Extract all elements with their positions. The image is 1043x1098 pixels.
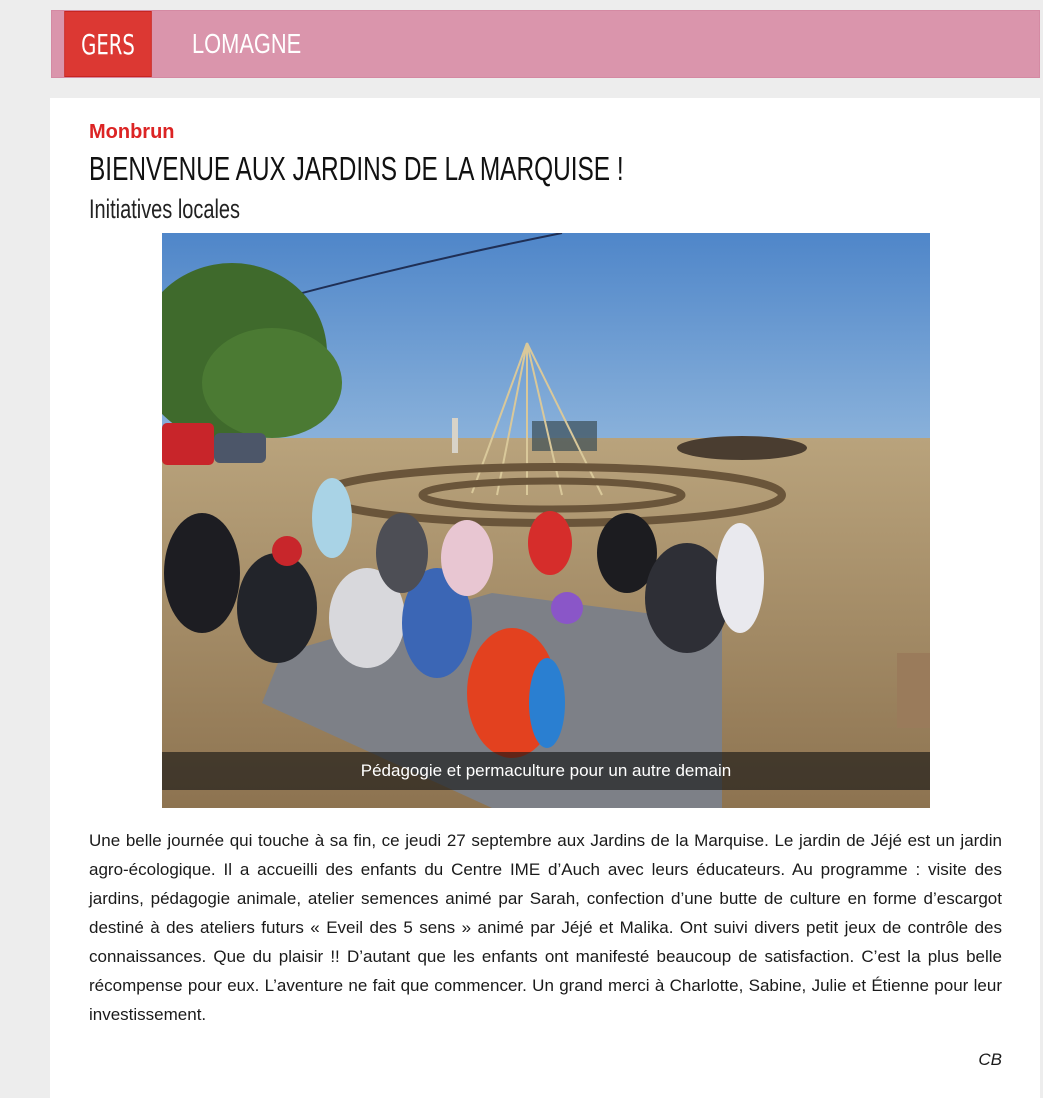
article-category: Initiatives locales [89, 194, 241, 224]
photo-caption [162, 752, 930, 790]
region-tab[interactable] [164, 11, 332, 77]
photo-caption-text: Pédagogie et permaculture pour un autre demain [360, 761, 732, 780]
department-tab[interactable] [64, 11, 151, 77]
region-label: LOMAGNE [192, 28, 302, 59]
article-body: Une belle journée qui touche à sa fin, ce jeudi 27 septembre aux Jardins de la Marquise. Le jardin de Jéjé est un jardin agro-écologique. Il a accueilli des enfants du Centre IME d’Auch avec leurs éducateurs. Au programme : visite des jardins, pédagogie animale, atelier semences animé par Sarah, confection d’une butte de culture en forme d’escargot destiné à des ateliers futurs « Eveil des 5 sens » animé par Jéjé et Malika. Ont suivi divers petit jeux de contrôle des connaissances. Que du plaisir !! D’autant que les enfants ont manifesté beaucoup de satisfaction. C’est la plus belle récompense pour eux. L’aventure ne fait que commencer. Un grand merci à Charlotte, Sabine, Julie et Étienne pour leur investissement. [89, 831, 1002, 1024]
article-card [50, 98, 1040, 1098]
article-locality: Monbrun [89, 121, 175, 143]
article-photo[interactable] [162, 233, 930, 808]
photo-illustration [162, 233, 930, 808]
article-author: CB [978, 1050, 1002, 1069]
region-header [51, 10, 1040, 78]
article-title: BIENVENUE AUX JARDINS DE LA MARQUISE ! [89, 150, 624, 187]
department-label: GERS [81, 27, 135, 61]
